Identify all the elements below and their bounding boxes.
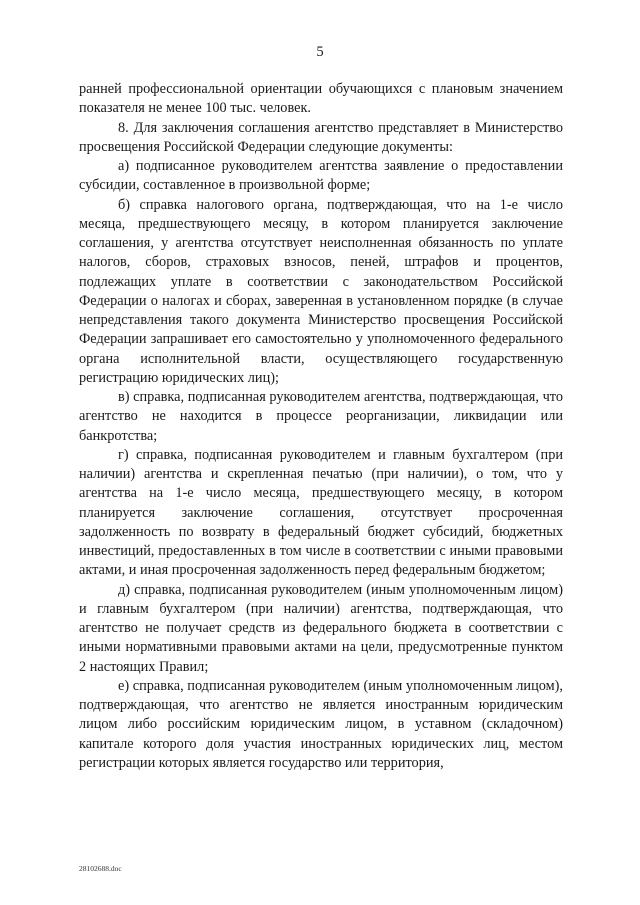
paragraph-subitem-g: г) справка, подписанная руководителем и главным бухгалтером (при наличии) агентства и скрепленная печатью (при наличии), о том, что у агентства на 1-е число месяца, предшествующего месяцу, в котором планируется заключение соглашения, отсутствует просроченная задолженность по возврату в федеральный бюджет субсидий, бюджетных инвестиций, предоставленных в том числе в соответствии с иными правовыми актами, и иная просроченная задолженность перед федеральным бюджетом; <box>79 446 563 579</box>
paragraph-subitem-a: а) подписанное руководителем агентства заявление о предоставлении субсидии, составленное в произвольной форме; <box>79 158 563 194</box>
paragraph-continuation: ранней профессиональной ориентации обучающихся с плановым значением показателя не менее 100 тыс. человек. <box>79 81 563 117</box>
paragraph-subitem-e: е) справка, подписанная руководителем (иным уполномоченным лицом), подтверждающая, что агентство не является иностранным юридическим лицом либо российским юридическим лицом, в уставном (складочном) капитале которого доля участия иностранных юридических лиц, местом регистрации которых является государство или территория, <box>79 677 563 771</box>
paragraph-item-8: 8. Для заключения соглашения агентство представляет в Министерство просвещения Российской Федерации следующие документы: <box>79 119 563 155</box>
page-number: 5 <box>316 44 324 60</box>
document-body <box>79 80 563 773</box>
paragraph-subitem-d: д) справка, подписанная руководителем (иным уполномоченным лицом) и главным бухгалтером (при наличии) агентства, подтверждающая, что агентство не получает средств из федерального бюджета в соответствии с иными нормативными правовыми актами на цели, предусмотренные пунктом 2 настоящих Правил; <box>79 581 563 675</box>
paragraph-subitem-v: в) справка, подписанная руководителем агентства, подтверждающая, что агентство не находится в процессе реорганизации, ликвидации или банкротства; <box>79 389 563 444</box>
paragraph-subitem-b: б) справка налогового органа, подтверждающая, что на 1-е число месяца, предшествующего месяцу, в котором планируется заключение соглашения, у агентства отсутствует неисполненная обязанность по уплате налогов, сборов, страховых взносов, пеней, штрафов и процентов, подлежащих уплате в соответствии с законодательством Российской Федерации о налогах и сборах, заверенная в установленном порядке (в случае непредставления такого документа Министерство просвещения Российской Федерации запрашивает его самостоятельно у уполномоченного федерального органа исполнительной власти, осуществляющего государственную регистрацию юридических лиц); <box>79 196 563 386</box>
document-footer-code: 28102688.doc <box>79 864 122 873</box>
